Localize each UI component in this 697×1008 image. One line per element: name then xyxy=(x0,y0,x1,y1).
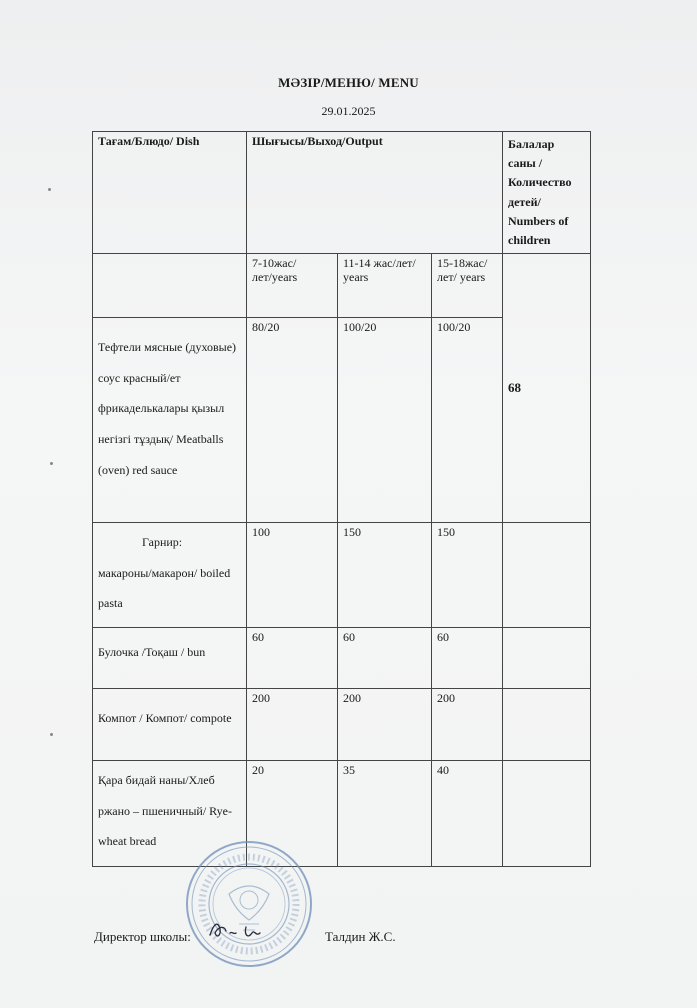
table-row xyxy=(93,523,591,628)
dish-name: Компот / Компот/ compote xyxy=(93,689,247,761)
header-output: Шығысы/Выход/Output xyxy=(247,132,503,254)
table-row xyxy=(93,689,591,761)
table-header-row xyxy=(93,132,591,254)
director-name: Талдин Ж.С. xyxy=(325,929,396,944)
dish-name: Тефтели мясные (духовые) соус красный/ет фрикаделькалары қызыл негізгі тұздық/ Meatballs (oven) red sauce xyxy=(93,318,247,523)
header-dish: Тағам/Блюдо/ Dish xyxy=(93,132,247,254)
table-row xyxy=(93,761,591,867)
dish-prefix: Гарнир: xyxy=(142,535,183,550)
output-15-18: 200 xyxy=(432,689,503,761)
director-signature xyxy=(208,915,268,945)
menu-table xyxy=(92,131,591,867)
output-11-14: 150 xyxy=(338,523,432,628)
menu-date: 29.01.2025 xyxy=(321,104,376,118)
dish-name: Булочка /Тоқаш / bun xyxy=(93,628,247,689)
output-11-14: 100/20 xyxy=(338,318,432,523)
age-group-7-10: 7-10жас/лет/years xyxy=(247,254,338,318)
dish-name: Қара бидай наны/Хлеб ржано – пшеничный/ Rye-wheat bread xyxy=(93,761,247,867)
output-15-18: 60 xyxy=(432,628,503,689)
empty-cell xyxy=(503,689,591,761)
output-7-10: 80/20 xyxy=(247,318,338,523)
age-groups-row xyxy=(93,254,591,318)
output-7-10: 200 xyxy=(247,689,338,761)
age-group-15-18: 15-18жас/лет/ years xyxy=(432,254,503,318)
menu-title: МӘЗІР/МЕНЮ/ MENU xyxy=(278,75,419,90)
children-count: 68 xyxy=(503,254,591,523)
scan-speck xyxy=(50,733,53,736)
output-7-10: 20 xyxy=(247,761,338,867)
dish-name xyxy=(93,523,247,628)
output-11-14: 60 xyxy=(338,628,432,689)
dish-text: макароны/макарон/ boiled pasta xyxy=(98,565,231,611)
output-15-18: 40 xyxy=(432,761,503,867)
output-7-10: 60 xyxy=(247,628,338,689)
output-11-14: 200 xyxy=(338,689,432,761)
scan-speck xyxy=(50,462,53,465)
output-11-14: 35 xyxy=(338,761,432,867)
output-15-18: 100/20 xyxy=(432,318,503,523)
age-group-11-14: 11-14 жас/лет/ years xyxy=(338,254,432,318)
empty-cell xyxy=(503,523,591,628)
table-row xyxy=(93,628,591,689)
output-15-18: 150 xyxy=(432,523,503,628)
director-label: Директор школы: xyxy=(94,929,191,944)
header-children: Балалар саны /Количество детей/ Numbers of children xyxy=(503,132,591,254)
signature-line xyxy=(94,929,396,945)
empty-cell xyxy=(93,254,247,318)
school-seal-stamp xyxy=(183,838,315,970)
output-7-10: 100 xyxy=(247,523,338,628)
empty-cell xyxy=(503,761,591,867)
empty-cell xyxy=(503,628,591,689)
scan-speck xyxy=(48,188,51,191)
